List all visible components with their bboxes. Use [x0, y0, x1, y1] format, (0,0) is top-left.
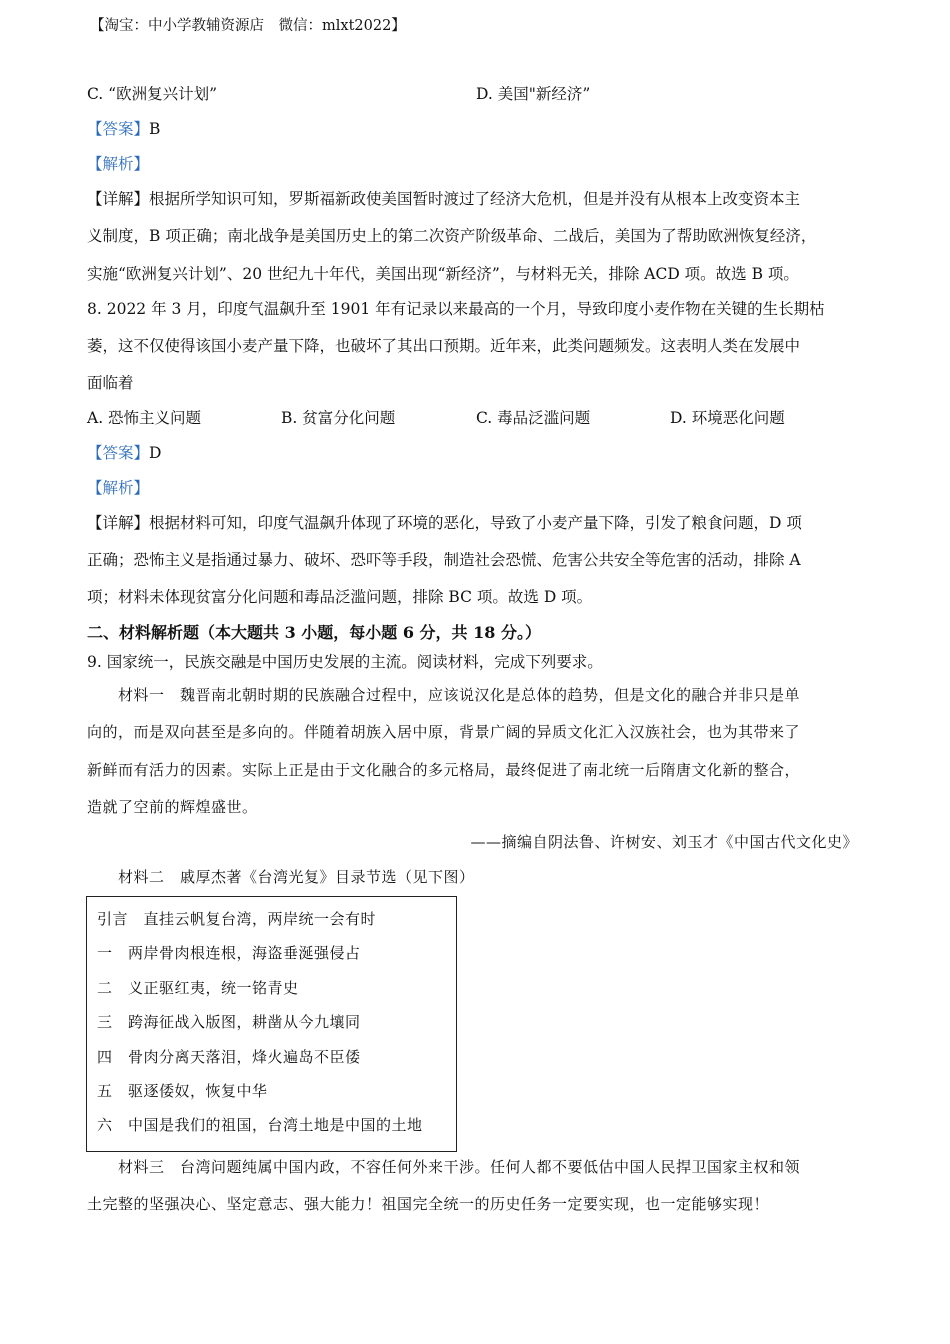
answer-value: B [149, 120, 161, 138]
q8-option-b: B. 贫富分化问题 [281, 409, 396, 427]
answer-label: 【答案】 [87, 120, 150, 138]
q8-stem-line-1: 8. 2022 年 3 月，印度气温飙升至 1901 年有记录以来最高的一个月，导致印度小麦作物在关键的生长期枯 [87, 300, 825, 318]
toc-item: 三 跨海征战入版图，耕凿从今九壤同 [97, 1013, 361, 1031]
detail-text: 根据所学知识可知，罗斯福新政使美国暂时渡过了经济大危机，但是并没有从根本上改变资本主 [149, 190, 801, 208]
toc-item: 四 骨肉分离天落泪，烽火遍岛不臣倭 [97, 1048, 361, 1066]
q8-detail-line-3: 项；材料未体现贫富分化问题和毒品泛滥问题，排除 BC 项。故选 D 项。 [87, 588, 593, 606]
q9-material1-line-4: 造就了空前的辉煌盛世。 [87, 798, 258, 816]
q8-option-c: C. 毒品泛滥问题 [476, 409, 591, 427]
q7-option-c: C. “欧洲复兴计划” [87, 85, 218, 103]
answer-value: D [149, 444, 162, 462]
q9-material1-line-1: 材料一 魏晋南北朝时期的民族融合过程中，应该说汉化是总体的趋势，但是文化的融合并非只是单 [118, 686, 801, 704]
page-header: 【淘宝：中小学教辅资源店 微信：mlxt2022】 [90, 18, 406, 34]
q8-option-a: A. 恐怖主义问题 [87, 409, 202, 427]
q9-material3-line-1: 材料三 台湾问题纯属中国内政，不容任何外来干涉。任何人都不要低估中国人民捍卫国家主权和领 [118, 1158, 801, 1176]
q8-analysis-label: 【解析】 [87, 479, 150, 497]
q8-detail-line-2: 正确；恐怖主义是指通过暴力、破坏、恐吓等手段，制造社会恐慌、危害公共安全等危害的活动，排除 A [87, 551, 801, 569]
toc-box [86, 896, 457, 1152]
q9-material1-line-2: 向的，而是双向甚至是多向的。伴随着胡族入居中原，背景广阔的异质文化汇入汉族社会，也为其带来了 [87, 723, 801, 741]
section-title: 二、材料解析题（本大题共 3 小题，每小题 6 分，共 18 分。） [87, 623, 541, 642]
q9-material1-line-3: 新鲜而有活力的因素。实际上正是由于文化融合的多元格局，最终促进了南北统一后隋唐文化新的整合， [87, 761, 801, 779]
q7-detail-line-1 [87, 187, 800, 209]
answer-label: 【答案】 [87, 444, 150, 462]
q7-detail-line-3: 实施“欧洲复兴计划”、20 世纪九十年代，美国出现“新经济”，与材料无关，排除 ACD 项。故选 B 项。 [87, 265, 799, 283]
q9-source1: ——摘编自阴法鲁、许树安、刘玉才《中国古代文化史》 [470, 833, 858, 851]
q7-answer [87, 117, 160, 139]
toc-item: 二 义正驱红夷，统一铭青史 [97, 979, 299, 997]
detail-text: 根据材料可知，印度气温飙升体现了环境的恶化，导致了小麦产量下降，引发了粮食问题，D 项 [149, 514, 802, 532]
q8-option-d: D. 环境恶化问题 [670, 409, 785, 427]
toc-item: 六 中国是我们的祖国，台湾土地是中国的土地 [97, 1116, 423, 1134]
q8-stem-line-3: 面临着 [87, 374, 134, 392]
q9-material3-line-2: 土完整的坚强决心、坚定意志、强大能力！祖国完全统一的历史任务一定要实现，也一定能够实现！ [87, 1195, 770, 1213]
detail-label: 【详解】 [87, 190, 150, 208]
toc-item: 五 驱逐倭奴，恢复中华 [97, 1082, 268, 1100]
q8-stem-line-2: 萎，这不仅使得该国小麦产量下降，也破坏了其出口预期。近年来，此类问题频发。这表明人类在发展中 [87, 337, 801, 355]
q8-detail-line-1 [87, 511, 802, 533]
q9-stem: 9. 国家统一，民族交融是中国历史发展的主流。阅读材料，完成下列要求。 [87, 653, 603, 671]
q7-analysis-label: 【解析】 [87, 155, 150, 173]
detail-label: 【详解】 [87, 514, 150, 532]
q9-material2: 材料二 戚厚杰著《台湾光复》目录节选（见下图） [118, 868, 475, 886]
toc-item: 一 两岸骨肉根连根，海盗垂涎强侵占 [97, 944, 361, 962]
q7-detail-line-2: 义制度，B 项正确；南北战争是美国历史上的第二次资产阶级革命、二战后，美国为了帮助欧洲恢复经济， [87, 227, 817, 245]
toc-item: 引言 直挂云帆复台湾，两岸统一会有时 [97, 910, 377, 928]
q8-answer [87, 441, 161, 463]
q7-option-d: D. 美国"新经济” [476, 85, 591, 103]
